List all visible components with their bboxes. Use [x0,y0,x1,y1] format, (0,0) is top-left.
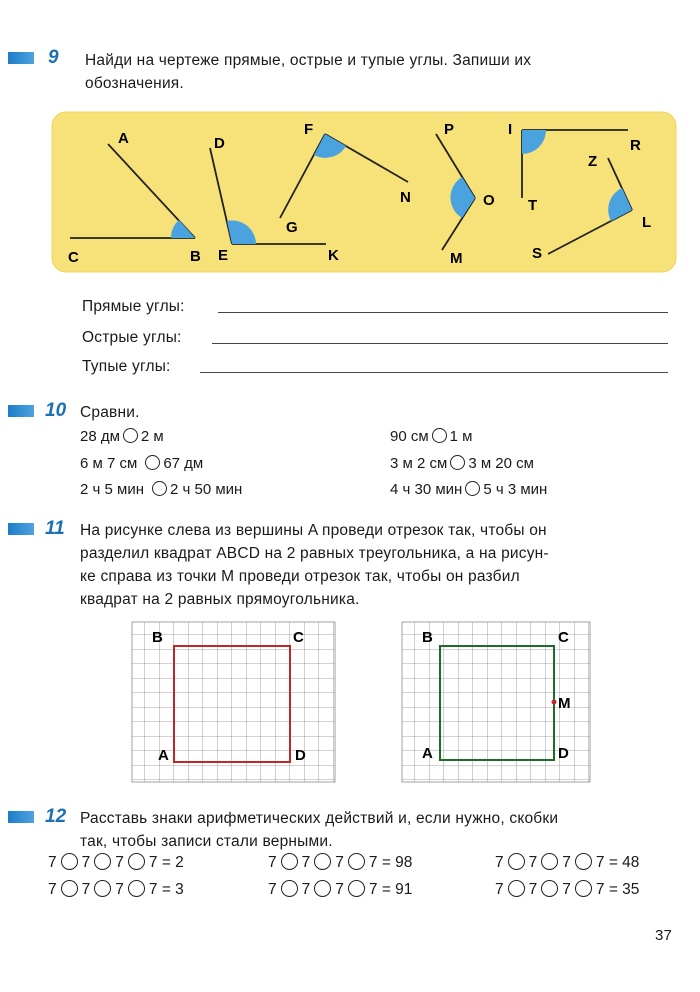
task-number: 11 [45,518,65,539]
point-label: B [190,248,201,265]
vertex-label: A [422,745,433,762]
operator-circle[interactable] [281,880,298,897]
task-number: 9 [48,47,59,68]
compare-circle[interactable] [465,481,480,496]
answer-line[interactable] [200,372,668,373]
operator-circle[interactable] [541,880,558,897]
answer-label-right: Прямые углы: [82,298,185,315]
equation: 7 7 7 7 = 91 [268,881,413,898]
compare-row: 3 м 2 см 3 м 20 см [390,455,534,472]
compare-circle[interactable] [145,455,160,470]
point-label: T [528,197,538,214]
angles-figure [50,110,680,275]
answer-label-obtuse: Тупые углы: [82,358,171,375]
compare-row: 2 ч 5 мин 2 ч 50 мин [80,481,243,498]
answer-line[interactable] [212,343,668,344]
operator-circle[interactable] [94,880,111,897]
point-label: F [304,121,314,138]
task-title: Сравни. [80,404,140,421]
operator-circle[interactable] [348,880,365,897]
operator-circle[interactable] [541,853,558,870]
vertex-label: C [558,629,569,646]
task-text: Расставь знаки арифметических действий и, если нужно, скобки [80,810,559,827]
task-marker [8,523,34,535]
operator-circle[interactable] [348,853,365,870]
compare-row: 6 м 7 см 67 дм [80,455,204,472]
task-text: разделил квадрат ABCD на 2 равных треугольника, а на рисун- [80,545,549,562]
task-text: обозначения. [85,75,184,92]
page-number: 37 [655,927,673,944]
compare-row: 4 ч 30 мин 5 ч 3 мин [390,481,548,498]
equation: 7 7 7 7 = 98 [268,854,413,871]
task-marker [8,405,34,417]
vertex-label: D [558,745,569,762]
task-text: ке справа из точки M проведи отрезок так, чтобы он разбил [80,568,520,585]
compare-circle[interactable] [450,455,465,470]
task-text: так, чтобы записи стали верными. [80,833,333,850]
compare-circle[interactable] [432,428,447,443]
task-text: квадрат на 2 равных прямоугольника. [80,591,360,608]
compare-row: 28 дм 2 м [80,428,164,445]
point-label: G [286,219,298,236]
grid-right [400,620,595,785]
operator-circle[interactable] [575,880,592,897]
point-label: S [532,245,543,262]
point-label: M [450,250,463,267]
point-label: C [68,249,79,266]
equation: 7 7 7 7 = 3 [48,881,184,898]
point-label: E [218,247,229,264]
operator-circle[interactable] [281,853,298,870]
vertex-label: B [422,629,433,646]
point-label: K [328,247,339,264]
yellow-panel [52,112,676,272]
point-label: R [630,137,641,154]
point-label: O [483,192,495,209]
point-label: I [508,121,513,138]
equation: 7 7 7 7 = 48 [495,854,640,871]
operator-circle[interactable] [314,853,331,870]
operator-circle[interactable] [61,880,78,897]
equation: 7 7 7 7 = 2 [48,854,184,871]
compare-circle[interactable] [152,481,167,496]
operator-circle[interactable] [508,880,525,897]
task-text: На рисунке слева из вершины A проведи отрезок так, чтобы он [80,522,547,539]
point-label: D [214,135,225,152]
vertex-label: D [295,747,306,764]
vertex-label: B [152,629,163,646]
task-marker [8,811,34,823]
task-number: 10 [45,400,67,421]
grid-left [130,620,340,785]
operator-circle[interactable] [314,880,331,897]
vertex-label: A [158,747,169,764]
task-marker [8,52,34,64]
compare-row: 90 см 1 м [390,428,473,445]
point-label: A [118,130,129,147]
vertex-label: M [558,695,571,712]
compare-circle[interactable] [123,428,138,443]
point-label: L [642,214,652,231]
answer-line[interactable] [218,312,668,313]
point-label: Z [588,153,598,170]
equation: 7 7 7 7 = 35 [495,881,640,898]
point-label: N [400,189,411,206]
operator-circle[interactable] [508,853,525,870]
operator-circle[interactable] [128,880,145,897]
vertex-label: C [293,629,304,646]
operator-circle[interactable] [128,853,145,870]
operator-circle[interactable] [61,853,78,870]
operator-circle[interactable] [575,853,592,870]
answer-label-acute: Острые углы: [82,329,182,346]
task-number: 12 [45,806,67,827]
task-text: Найди на чертеже прямые, острые и тупые углы. Запиши их [85,52,532,69]
operator-circle[interactable] [94,853,111,870]
point-label: P [444,121,455,138]
point-m [552,700,557,705]
